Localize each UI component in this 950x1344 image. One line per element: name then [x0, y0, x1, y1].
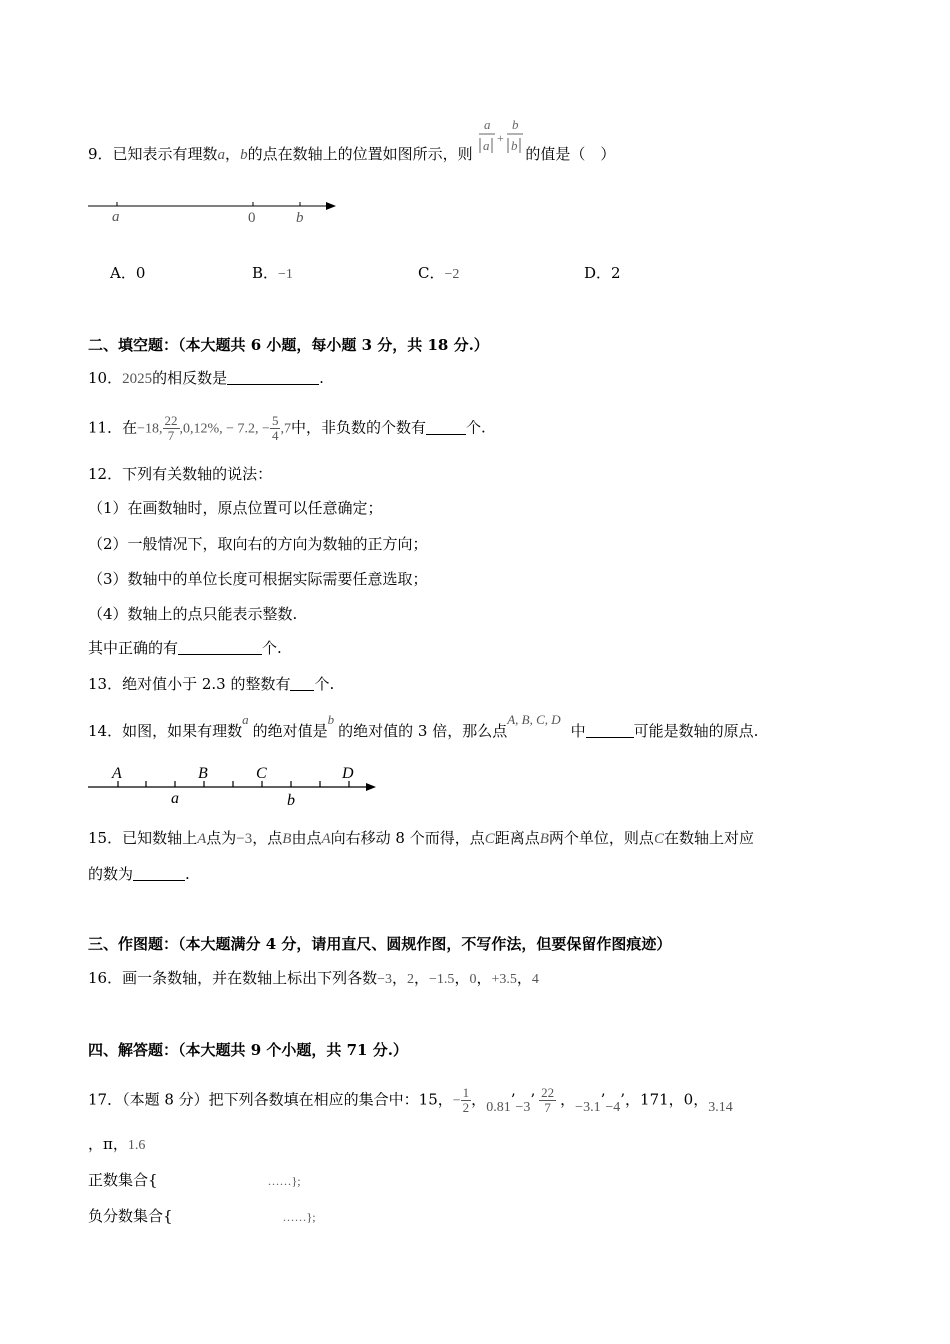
section3-title: 三、作图题：（本大题满分 4 分，请用直尺、圆规作图，不写作法，但要保留作图痕迹）: [88, 935, 672, 953]
q10-answer-blank[interactable]: [227, 368, 319, 385]
q17-line1: 17．（本题 8 分）把下列各数填在相应的集合中：15，− $\frac{1}{2}$ ，0.81’−3’ $\frac{22}{7}$ ，−3.1’−4’，171，0，3.14: [88, 1085, 733, 1115]
svg-text:b: b: [511, 138, 518, 153]
q9-label-0: 0: [248, 210, 256, 226]
q14-label-B: B: [198, 765, 208, 782]
q15-line1: 15．已知数轴上A点为−3，点B由点A向右移动 8 个而得，点C距离点B两个单位，则点C在数轴上对应: [88, 829, 754, 847]
svg-text:a: a: [483, 138, 490, 153]
section2-title: 二、填空题：（本大题共 6 小题，每小题 3 分，共 18 分.）: [88, 336, 489, 354]
svg-text:a: a: [484, 117, 491, 132]
q10: 10．2025的相反数是 .: [88, 369, 324, 387]
q14-label-b: b: [287, 792, 295, 809]
q17-line2: ，π，1.6: [88, 1135, 146, 1153]
q11-answer-blank[interactable]: [426, 418, 466, 435]
q9-stem: 9．已知表示有理数a，b的点在数轴上的位置如图所示，则 a a + b b 的值是（ ）: [88, 144, 615, 165]
q14-label-a: a: [171, 790, 179, 807]
q12-conclusion: 其中正确的有 个.: [88, 639, 282, 657]
q15-answer-blank[interactable]: [133, 864, 185, 881]
section4-title: 四、解答题：（本大题共 9 个小题，共 71 分.）: [88, 1041, 408, 1059]
q9-option-a[interactable]: A．0: [110, 264, 146, 282]
q14-label-D: D: [342, 765, 354, 782]
q9-option-b[interactable]: B．−1: [252, 264, 293, 282]
q16: 16．画一条数轴，并在数轴上标出下列各数−3，2，−1.5，0，+3.5，4: [88, 969, 539, 987]
q12-item-1: （1）在画数轴时，原点位置可以任意确定；: [88, 499, 383, 517]
q12-item-3: （3）数轴中的单位长度可根据实际需要任意选取；: [88, 570, 428, 588]
q12-answer-blank[interactable]: [178, 638, 262, 655]
q17-set-negative-fraction: 负分数集合{ ……};: [88, 1207, 316, 1225]
q14-number-line: [84, 760, 384, 810]
q9-option-d[interactable]: D．2: [584, 264, 621, 282]
q14-label-C: C: [256, 765, 267, 782]
q9-label-a: a: [112, 209, 120, 225]
q9-option-c[interactable]: C．−2: [418, 264, 460, 282]
q12-item-2: （2）一般情况下，取向右的方向为数轴的正方向；: [88, 535, 428, 553]
q11: 11．在−18, $\frac{22}{7}$ ,0,12%, − 7.2, − $\frac{5}{4}$ ,7中，非负数的个数有 个.: [88, 413, 486, 443]
q13: 13．绝对值小于 2.3 的整数有 个.: [88, 675, 335, 693]
q9-fraction-graphic: [477, 117, 525, 169]
q14-answer-blank[interactable]: [586, 721, 634, 738]
q13-answer-blank[interactable]: [290, 674, 314, 691]
q12-title: 12．下列有关数轴的说法：: [88, 465, 273, 483]
q14-label-A: A: [112, 765, 122, 782]
q14: 14．如图，如果有理数a的绝对值是b的绝对值的 3 倍，那么点A, B, C, D中 可能是数轴的原点.: [88, 712, 759, 740]
q9-label-b: b: [296, 210, 304, 226]
q12-item-4: （4）数轴上的点只能表示整数.: [88, 605, 298, 623]
svg-text:b: b: [512, 117, 519, 132]
q17-set-positive: 正数集合{ ……};: [88, 1171, 301, 1189]
q15-line2: 的数为 .: [88, 865, 190, 883]
q14-points: A, B, C, D: [507, 712, 561, 727]
q9-number-line: [80, 192, 350, 232]
q9-expression: [477, 117, 525, 165]
svg-text:+: +: [497, 131, 505, 145]
